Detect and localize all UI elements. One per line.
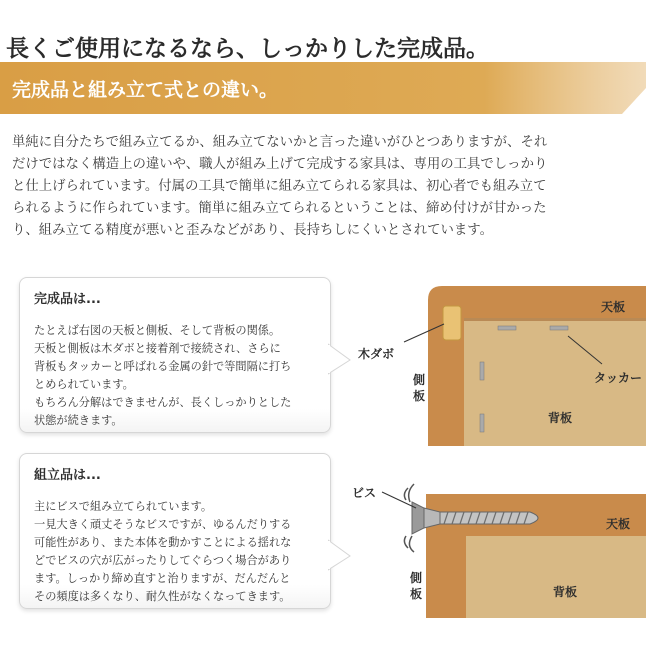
finished-back-board-label: 背板 [548,411,573,425]
finished-line: 背板もタッカーと呼ばれる金属の針で等間隔に打ち [34,360,292,373]
finished-tacker-label: タッカー [594,371,643,385]
assembly-line: 主にビスで組み立てられています。 [34,500,213,513]
finished-top-board-label: 天板 [601,300,626,314]
finished-line: もちろん分解はできませんが、長くしっかりとした [34,396,292,409]
intro-line: られるように作られています。簡単に組み立てられるということは、締め付けが甘かった [12,201,547,216]
dowel-shape [443,306,461,340]
assembly-line: 一見大きく頑丈そうなビスですが、ゆるんだりする [34,518,292,531]
assembly-bubble [19,453,331,609]
assembly-line: その頻度は多くなり、耐久性がなくなってきます。 [34,590,291,603]
page-headline: 長くご使用になるなら、しっかりした完成品。 [6,36,489,62]
assembly-screw-label: ビス [352,486,377,500]
finished-line: たとえば右図の天板と側板、そして背板の関係。 [34,324,281,337]
assembly-line: どでビスの穴が広がったりしてぐらつく場合があり [34,554,292,567]
assembly-top-board-label: 天板 [606,517,631,531]
intro-line: と仕上げられています。付属の工具で簡単に組み立てられる家具は、初心者でも組み立て [12,179,547,194]
assembly-title: 組立品は... [34,468,101,483]
finished-line: 状態が続きます。 [34,414,123,427]
intro-line: だけではなく構造上の違いや、職人が組み上げて完成する家具は、専用の工具でしっかり [12,157,548,172]
tacker-staple [550,326,568,330]
tacker-staple [480,362,484,380]
finished-dowel-label: 木ダボ [358,347,395,361]
intro-line: 単純に自分たちで組み立てるか、組み立てないかと言った違いがひとつありますが、それ [12,135,548,150]
assembly-diagram [340,478,646,618]
tacker-staple [480,414,484,432]
banner-title: 完成品と組み立て式との違い。 [12,79,279,101]
finished-body [34,322,291,430]
finished-bubble [19,277,331,433]
screw-shaft [440,512,538,524]
intro-paragraph [12,132,636,242]
assembly-side-board-label: 側板 [409,571,422,601]
assembly-line: 可能性があり、また本体を動かすことによる揺れな [34,536,292,549]
finished-title: 完成品は... [34,292,101,307]
intro-line: り、組み立てる精度が悪いと歪みなどがあり、長持ちしにくいとされています。 [12,223,493,238]
tacker-staple [498,326,516,330]
assembly-back-board-label: 背板 [553,585,578,599]
finished-side-board-label: 側板 [412,373,425,403]
finished-line: とめられています。 [34,378,134,391]
section-banner [0,62,646,114]
back-board-shape [466,536,646,618]
finished-line: 天板と側板は木ダボと接着剤で接続され、さらに [34,342,281,355]
assembly-line: ます。しっかり締め直すと治りますが、だんだんと [34,572,291,585]
assembly-body [34,498,291,606]
